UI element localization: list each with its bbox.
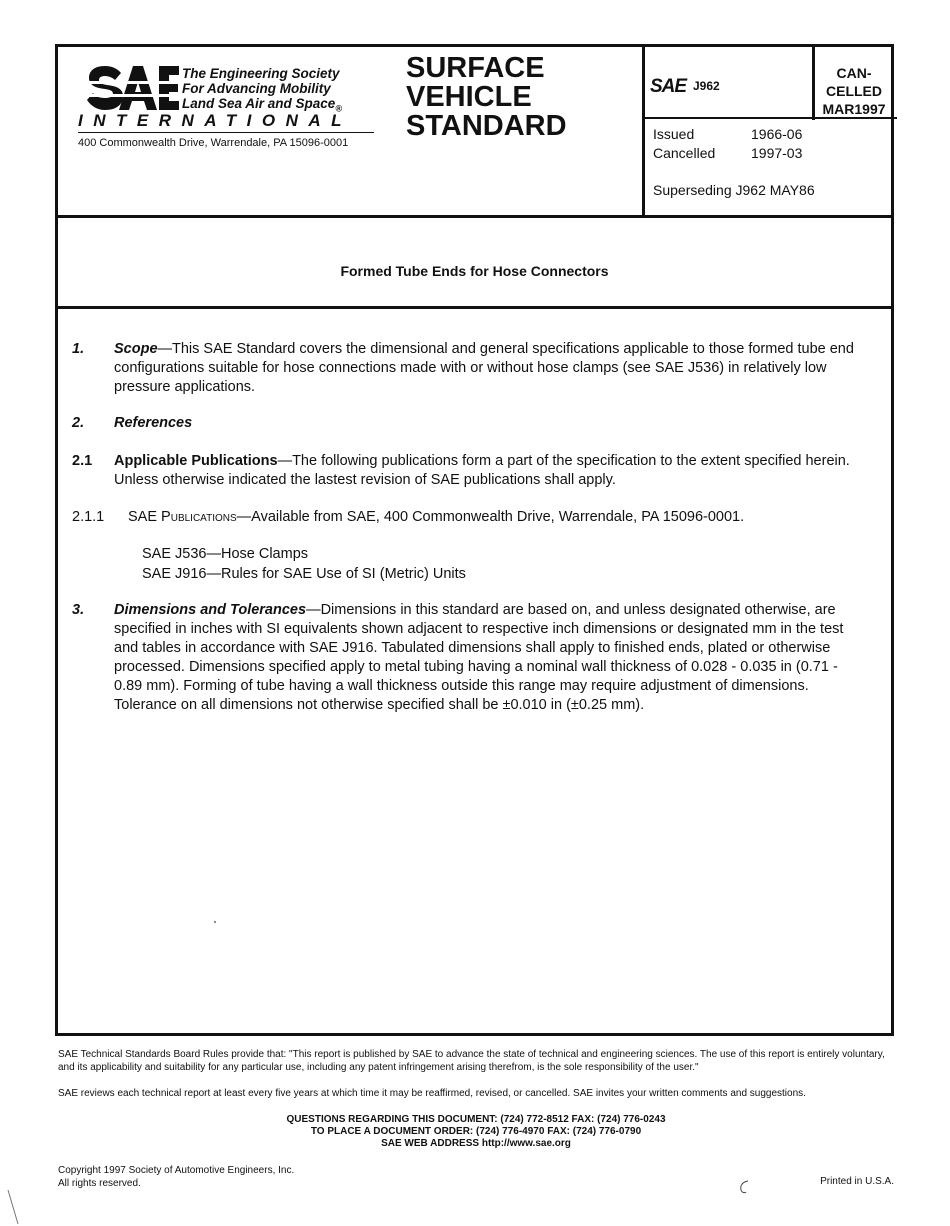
footer-copyright: Copyright 1997 Society of Automotive Engineers, Inc. xyxy=(58,1165,295,1176)
section-body xyxy=(128,508,866,527)
section-number: 2.1 xyxy=(72,453,93,469)
cancelled-label: Cancelled xyxy=(653,145,716,161)
section-text: —Dimensions in this standard are based on, and unless designated otherwise, are specified in inches with SI equivalents shown adjacent to respective inch dimensions or designated mm in the test and tables in accordance with SAE J916. Tabulated dimensions shall apply to finished ends, plated or otherwise processed. Dimensions specified apply to metal tubing having a nominal wall thickness of 0.028 - 0.035 in (0.71 - 0.89 mm). Forming of tube having a wall thickness outside this range may require adjustment of dimensions. Tolerance on all dimensions not otherwise specified shall be ±0.010 in (±0.25 mm). xyxy=(114,602,844,713)
standard-type xyxy=(406,54,567,141)
footer-review: SAE reviews each technical report at least every five years at which time it may be reaffirmed, revised, or cancelled. SAE invites your written comments and suggestions. xyxy=(58,1088,806,1099)
section-number: 2.1.1 xyxy=(72,509,105,525)
status-line: CAN- xyxy=(836,65,872,81)
section-heading: Applicable Publications xyxy=(114,453,278,469)
issued-value: 1966-06 xyxy=(751,126,803,142)
footer-rules: SAE Technical Standards Board Rules provide that: "This report is published by SAE to advance the state of technical and engineering sciences. The use of this report is entirely voluntary, and its applicability and suitability for any particular use, including any patent infringement arising therefrom, is the sole responsibility of the user." xyxy=(58,1049,885,1073)
society-line: For Advancing Mobility xyxy=(182,81,331,96)
superseding-note: Superseding J962 MAY86 xyxy=(653,182,815,198)
document-title: Formed Tube Ends for Hose Connectors xyxy=(340,263,609,279)
scan-speck xyxy=(214,921,216,923)
section-text: —This SAE Standard covers the dimensional and general specifications applicable to those formed tube end configurations suitable for hose connections made with or without hose clamps (see SAE J536) in relatively low pressure applications. xyxy=(114,341,854,395)
cancelled-row xyxy=(653,145,803,161)
section-text: —Available from SAE, 400 Commonwealth Drive, Warrendale, PA 15096-0001. xyxy=(236,509,745,525)
header-divider xyxy=(58,215,891,218)
reference-item: SAE J916—Rules for SAE Use of SI (Metric) Units xyxy=(142,566,466,582)
scan-edge-icon xyxy=(4,1190,34,1226)
footer-web-address: SAE WEB ADDRESS http://www.sae.org xyxy=(381,1138,571,1149)
footer-order: TO PLACE A DOCUMENT ORDER: (724) 776-4970 FAX: (724) 776-0790 xyxy=(310,1126,642,1137)
standard-type-line: VEHICLE xyxy=(406,81,532,113)
standard-type-line: SURFACE xyxy=(406,52,545,84)
status-box-divider xyxy=(812,47,815,120)
section-heading: Scope xyxy=(114,341,158,357)
footer-rights: All rights reserved. xyxy=(58,1178,141,1189)
footer-questions: QUESTIONS REGARDING THIS DOCUMENT: (724) 772-8512 FAX: (724) 776-0243 xyxy=(286,1114,666,1125)
cancelled-value: 1997-03 xyxy=(751,145,803,161)
section-body xyxy=(114,414,866,433)
wordmark-rule xyxy=(78,132,374,133)
section-body xyxy=(114,601,866,715)
header-column-divider xyxy=(642,47,645,218)
title-divider xyxy=(58,306,891,309)
doc-number: J962 xyxy=(693,79,720,93)
issued-row xyxy=(653,126,803,142)
section-heading: References xyxy=(114,415,193,431)
registered-mark: ® xyxy=(335,103,342,114)
status-stamp xyxy=(817,64,891,118)
sae-logo-icon xyxy=(87,64,179,114)
section-text: —The following publications form a part of the specification to the extent specified herein. Unless otherwise indicated the lastest revision of SAE publications shall apply. xyxy=(114,453,850,488)
society-line: The Engineering Society xyxy=(182,66,340,81)
section-heading: Dimensions and Tolerances xyxy=(114,602,307,618)
section-lead-small-caps: Publications xyxy=(161,509,237,525)
section-number: 3. xyxy=(72,602,85,618)
section-lead: SAE xyxy=(128,509,162,525)
footer-printed: Printed in U.S.A. xyxy=(820,1176,894,1187)
status-line: MAR1997 xyxy=(822,101,886,117)
scan-mark-icon xyxy=(737,1178,751,1196)
standard-type-line: STANDARD xyxy=(406,110,567,142)
section-number: 2. xyxy=(72,415,85,431)
header-address: 400 Commonwealth Drive, Warrendale, PA 15096-0001 xyxy=(78,137,349,149)
society-tagline xyxy=(182,66,342,117)
society-line: Land Sea Air and Space$_®$ xyxy=(182,96,342,114)
reference-item: SAE J536—Hose Clamps xyxy=(142,546,309,562)
issued-label: Issued xyxy=(653,126,695,142)
status-line: CELLED xyxy=(826,83,882,99)
doc-sae-logo: SAE xyxy=(650,76,687,97)
section-body xyxy=(114,452,866,490)
section-body xyxy=(114,340,866,397)
section-number: 1. xyxy=(72,341,85,357)
international-wordmark: INTERNATIONAL xyxy=(78,111,353,130)
